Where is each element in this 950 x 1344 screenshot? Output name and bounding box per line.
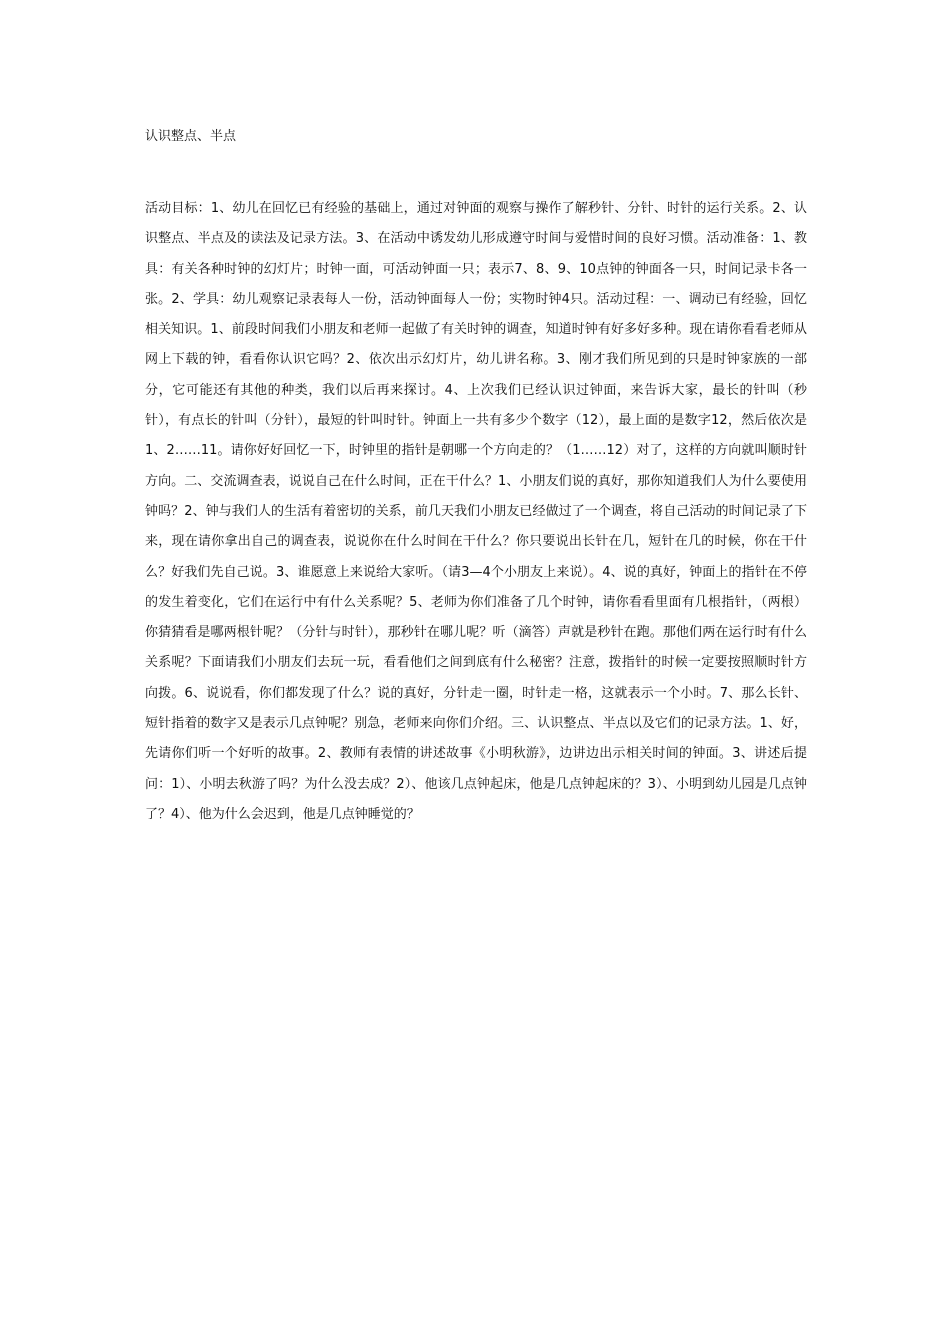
document-title: 认识整点、半点 <box>145 129 237 144</box>
document-body: 活动目标：1、幼儿在回忆已有经验的基础上，通过对钟面的观察与操作了解秒针、分针、时针的运行关系。2、认识整点、半点及的读法及记录方法。3、在活动中诱发幼儿形成遵守时间与爱惜时间的良好习惯。活动准备：1、教具：有关各种时钟的幻灯片；时钟一面，可活动钟面一只；表示7、8、9、10点钟的钟面各一只，时间记录卡各一张。2、学具：幼儿观察记录表每人一份，活动钟面每人一份；实物时钟4只。活动过程：一、调动已有经验，回忆相关知识。1、前段时间我们小朋友和老师一起做了有关时钟的调查，知道时钟有好多好多种。现在请你看看老师从网上下载的钟，看看你认识它吗？2、依次出示幻灯片，幼儿讲名称。3、刚才我们所见到的只是时钟家族的一部分，它可能还有其他的种类，我们以后再来探讨。4、上次我们已经认识过钟面，来告诉大家，最长的针叫（秒针），有点长的针叫（分针），最短的针叫时针。钟面上一共有多少个数字（12），最上面的是数字12，然后依次是1、2……11。请你好好回忆一下，时钟里的指针是朝哪一个方向走的？（1……12）对了，这样的方向就叫顺时针方向。二、交流调查表，说说自己在什么时间，正在干什么？1、小朋友们说的真好，那你知道我们人为什么要使用钟吗？2、钟与我们人的生活有着密切的关系，前几天我们小朋友已经做过了一个调查，将自己活动的时间记录了下来，现在请你拿出自己的调查表，说说你在什么时间在干什么？你只要说出长针在几，短针在几的时候，你在干什么？好我们先自己说。3、谁愿意上来说给大家听。（请3—4个小朋友上来说）。4、说的真好，钟面上的指针在不停的发生着变化，它们在运行中有什么关系呢？5、老师为你们准备了几个时钟，请你看看里面有几根指针，（两根）你猜猜看是哪两根针呢？（分针与时针），那秒针在哪儿呢？听（滴答）声就是秒针在跑。那他们两在运行时有什么关系呢？下面请我们小朋友们去玩一玩，看看他们之间到底有什么秘密？注意，拨指针的时候一定要按照顺时针方向拨。6、说说看，你们都发现了什么？说的真好，分针走一圈，时针走一格，这就表示一个小时。7、那么长针、短针指着的数字又是表示几点钟呢？别急，老师来向你们介绍。三、认识整点、半点以及它们的记录方法。1、好，先请你们听一个好听的故事。2、教师有表情的讲述故事《小明秋游》，边讲边出示相关时间的钟面。3、讲述后提问：1）、小明去秋游了吗？为什么没去成？2）、他该几点钟起床，他是几点钟起床的？3）、小明到幼儿园是几点钟了？4）、他为什么会迟到，他是几点钟睡觉的？ <box>145 201 807 822</box>
